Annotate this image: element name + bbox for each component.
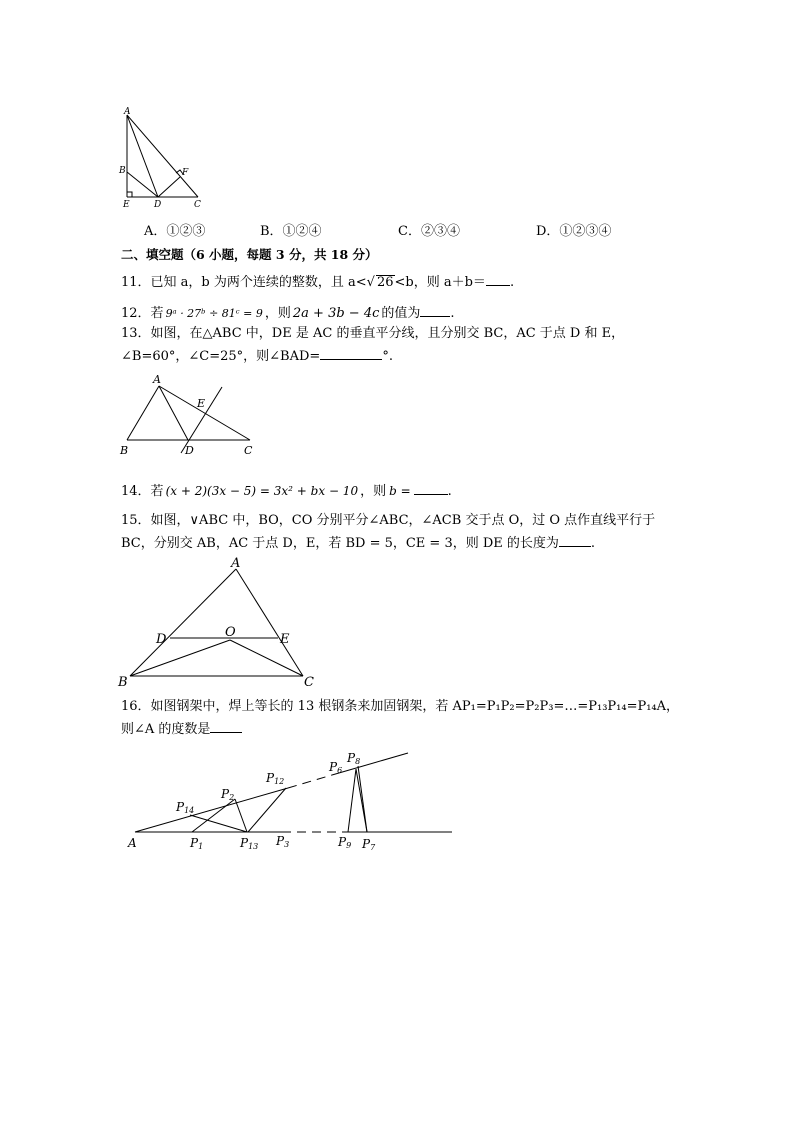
q12-number: 12． [121, 306, 151, 321]
option-a: A．①②③ [144, 224, 206, 239]
question-11 [121, 273, 514, 291]
fig16-label-p2: P2 [221, 787, 235, 802]
q16-answer-blank[interactable] [210, 720, 242, 733]
question-15-line-2 [121, 534, 595, 552]
q12-answer-blank[interactable] [420, 304, 450, 317]
fig15-label-b: B [118, 675, 128, 690]
fig10-label-e: E [123, 200, 130, 210]
q14-text-pre: 若 [150, 484, 164, 499]
sqrt-icon: √ [366, 275, 375, 290]
fig13-label-e: E [197, 397, 206, 410]
q11-answer-blank[interactable] [486, 273, 510, 286]
q12-text-pre: 若 [150, 306, 164, 321]
question-13-line-2 [121, 347, 393, 365]
q15-text-pre: BC，分别交 AB，AC 于点 D，E，若 BD = 5，CE = 3，则 DE 的长度为 [121, 536, 559, 551]
q14-expression: (x + 2)(3x − 5) = 3x² + bx − 10 [165, 484, 359, 498]
option-c: C．②③④ [398, 224, 460, 239]
q13-text-pre: ∠B=60°，∠C=25°，则∠BAD= [121, 349, 321, 364]
fig10-label-d: D [154, 200, 162, 210]
fig10-label-c: C [194, 200, 201, 210]
q13-answer-blank[interactable] [320, 347, 382, 360]
figure-q15 [110, 555, 330, 695]
q14-text-mid: ，则 [360, 484, 387, 499]
q11-end: . [509, 275, 515, 290]
q11-number: 11． [121, 275, 151, 290]
fig16-label-p12: P12 [266, 771, 285, 786]
question-13-line-1: 13．如图，在△ABC 中，DE 是 AC 的垂直平分线，且分别交 BC，AC 于点 D 和 E， [121, 326, 625, 341]
q15-end: . [590, 536, 596, 551]
q11-text-pre: 已知 a，b 为两个连续的整数，且 a< [150, 275, 367, 290]
fig16-label-p6: P6 [329, 760, 343, 775]
fig10-label-a: A [124, 107, 131, 117]
q14-end: . [447, 484, 452, 499]
fig16-label-p13: P13 [240, 836, 259, 851]
q14-answer-blank[interactable] [414, 482, 448, 495]
figure-q16 [120, 745, 460, 860]
fig15-label-o: O [225, 625, 236, 640]
fig16-label-p1: P1 [190, 836, 204, 851]
question-14 [121, 482, 452, 500]
q14-variable: b = [389, 484, 411, 498]
fig15-label-e: E [280, 632, 290, 647]
section-title: 二、填空题（6 小题，每题 3 分，共 18 分） [121, 247, 378, 262]
fig16-label-p8: P8 [347, 751, 361, 766]
q14-number: 14． [121, 484, 151, 499]
question-16-line-1: 16．如图钢架中，焊上等长的 13 根钢条来加固钢架，若 AP₁=P₁P₂=P₂P₃=…=P₁₃P₁₄=P₁₄A， [121, 699, 680, 714]
fig10-label-f: F [182, 168, 189, 178]
fig16-label-p9: P9 [338, 835, 352, 850]
fig16-label-a: A [128, 836, 137, 850]
fig13-label-b: B [120, 444, 129, 457]
fig10-label-b: B [119, 166, 126, 176]
fig15-label-d: D [156, 632, 167, 647]
figure-q13 [115, 370, 265, 460]
q16-text: 则∠A 的度数是 [121, 722, 211, 737]
q12-expression: 9ᵃ · 27ᵇ ÷ 81ᶜ = 9 [165, 307, 263, 320]
q13-text-post: °. [382, 349, 393, 364]
q12-text-mid: ，则 [264, 306, 291, 321]
fig15-label-c: C [304, 675, 314, 690]
figure-q10 [110, 105, 220, 215]
q12-text-post: 的值为 [381, 306, 421, 321]
q11-radicand: 26 [376, 275, 394, 290]
q12-end: . [450, 306, 455, 321]
q15-answer-blank[interactable] [559, 534, 591, 547]
fig16-label-p3: P3 [276, 834, 290, 849]
q12-expression-2: 2a + 3b − 4c [292, 306, 380, 321]
question-16-line-2 [121, 720, 242, 738]
question-15-line-1: 15．如图，∨ABC 中，BO，CO 分别平分∠ABC，∠ACB 交于点 O，过 O 点作直线平行于 [121, 513, 656, 528]
fig13-label-a: A [153, 373, 161, 386]
fig16-label-p7: P7 [362, 837, 376, 852]
fig15-label-a: A [231, 556, 241, 571]
fig16-label-p14: P14 [176, 800, 195, 815]
fig13-label-c: C [244, 444, 253, 457]
option-b: B．①②④ [260, 224, 322, 239]
question-12 [121, 304, 455, 322]
fig13-label-d: D [185, 444, 194, 457]
option-d: D．①②③④ [536, 224, 612, 239]
q11-text-post: <b，则 a＋b＝ [394, 275, 486, 290]
